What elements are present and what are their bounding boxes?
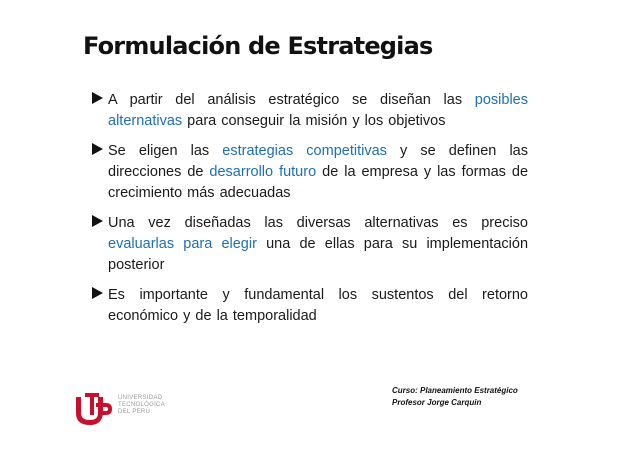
logo-wordmark xyxy=(118,395,165,416)
bullet-text-segment: para conseguir la misión y los objetivos xyxy=(182,113,446,129)
bullet-text xyxy=(108,141,528,204)
course-name: Curso: Planeamiento Estratégico xyxy=(392,386,518,395)
logo-line-2: TECNOLÓGICA xyxy=(118,402,165,408)
bullet-text-segment: A partir del análisis estratégico se diseñan las xyxy=(108,92,475,108)
arrow-bullet-icon xyxy=(92,215,103,227)
bullet-text xyxy=(108,285,528,327)
bullet-text-segment: Una vez diseñadas las diversas alternativas es preciso xyxy=(108,215,528,231)
bullet-item xyxy=(92,90,528,132)
professor-name: Profesor Jorge Carquin xyxy=(392,398,482,407)
highlighted-text: desarrollo futuro xyxy=(209,164,317,180)
bullet-text-segment: Es importante y fundamental los sustentos del retorno económico y de la temporalidad xyxy=(108,287,528,324)
bullet-item xyxy=(92,141,528,204)
course-info xyxy=(392,385,518,409)
utp-logo-icon xyxy=(72,391,114,431)
arrow-bullet-icon xyxy=(92,287,103,299)
bullet-item xyxy=(92,285,528,327)
university-logo xyxy=(72,391,232,431)
bullet-item xyxy=(92,213,528,276)
bullet-text-segment: de la empresa y las formas de crecimiento más adecuadas xyxy=(108,164,529,201)
bullet-text-segment: y se definen las direcciones de xyxy=(108,143,528,180)
bullet-list xyxy=(92,90,528,336)
highlighted-text: posibles alternativas xyxy=(108,92,528,129)
slide-title: Formulación de Estrategias xyxy=(83,32,433,60)
bullet-text-segment: Se eligen las xyxy=(108,143,223,159)
arrow-bullet-icon xyxy=(92,143,103,155)
bullet-text-segment: una de ellas para su implementación posterior xyxy=(108,236,529,273)
highlighted-text: evaluarlas para elegir xyxy=(108,236,257,252)
highlighted-text: estrategias competitivas xyxy=(222,143,387,159)
bullet-text xyxy=(108,90,528,132)
logo-line-1: UNIVERSIDAD xyxy=(118,395,163,401)
arrow-bullet-icon xyxy=(92,92,103,104)
logo-line-3: DEL PERÚ xyxy=(118,409,151,415)
bullet-text xyxy=(108,213,528,276)
